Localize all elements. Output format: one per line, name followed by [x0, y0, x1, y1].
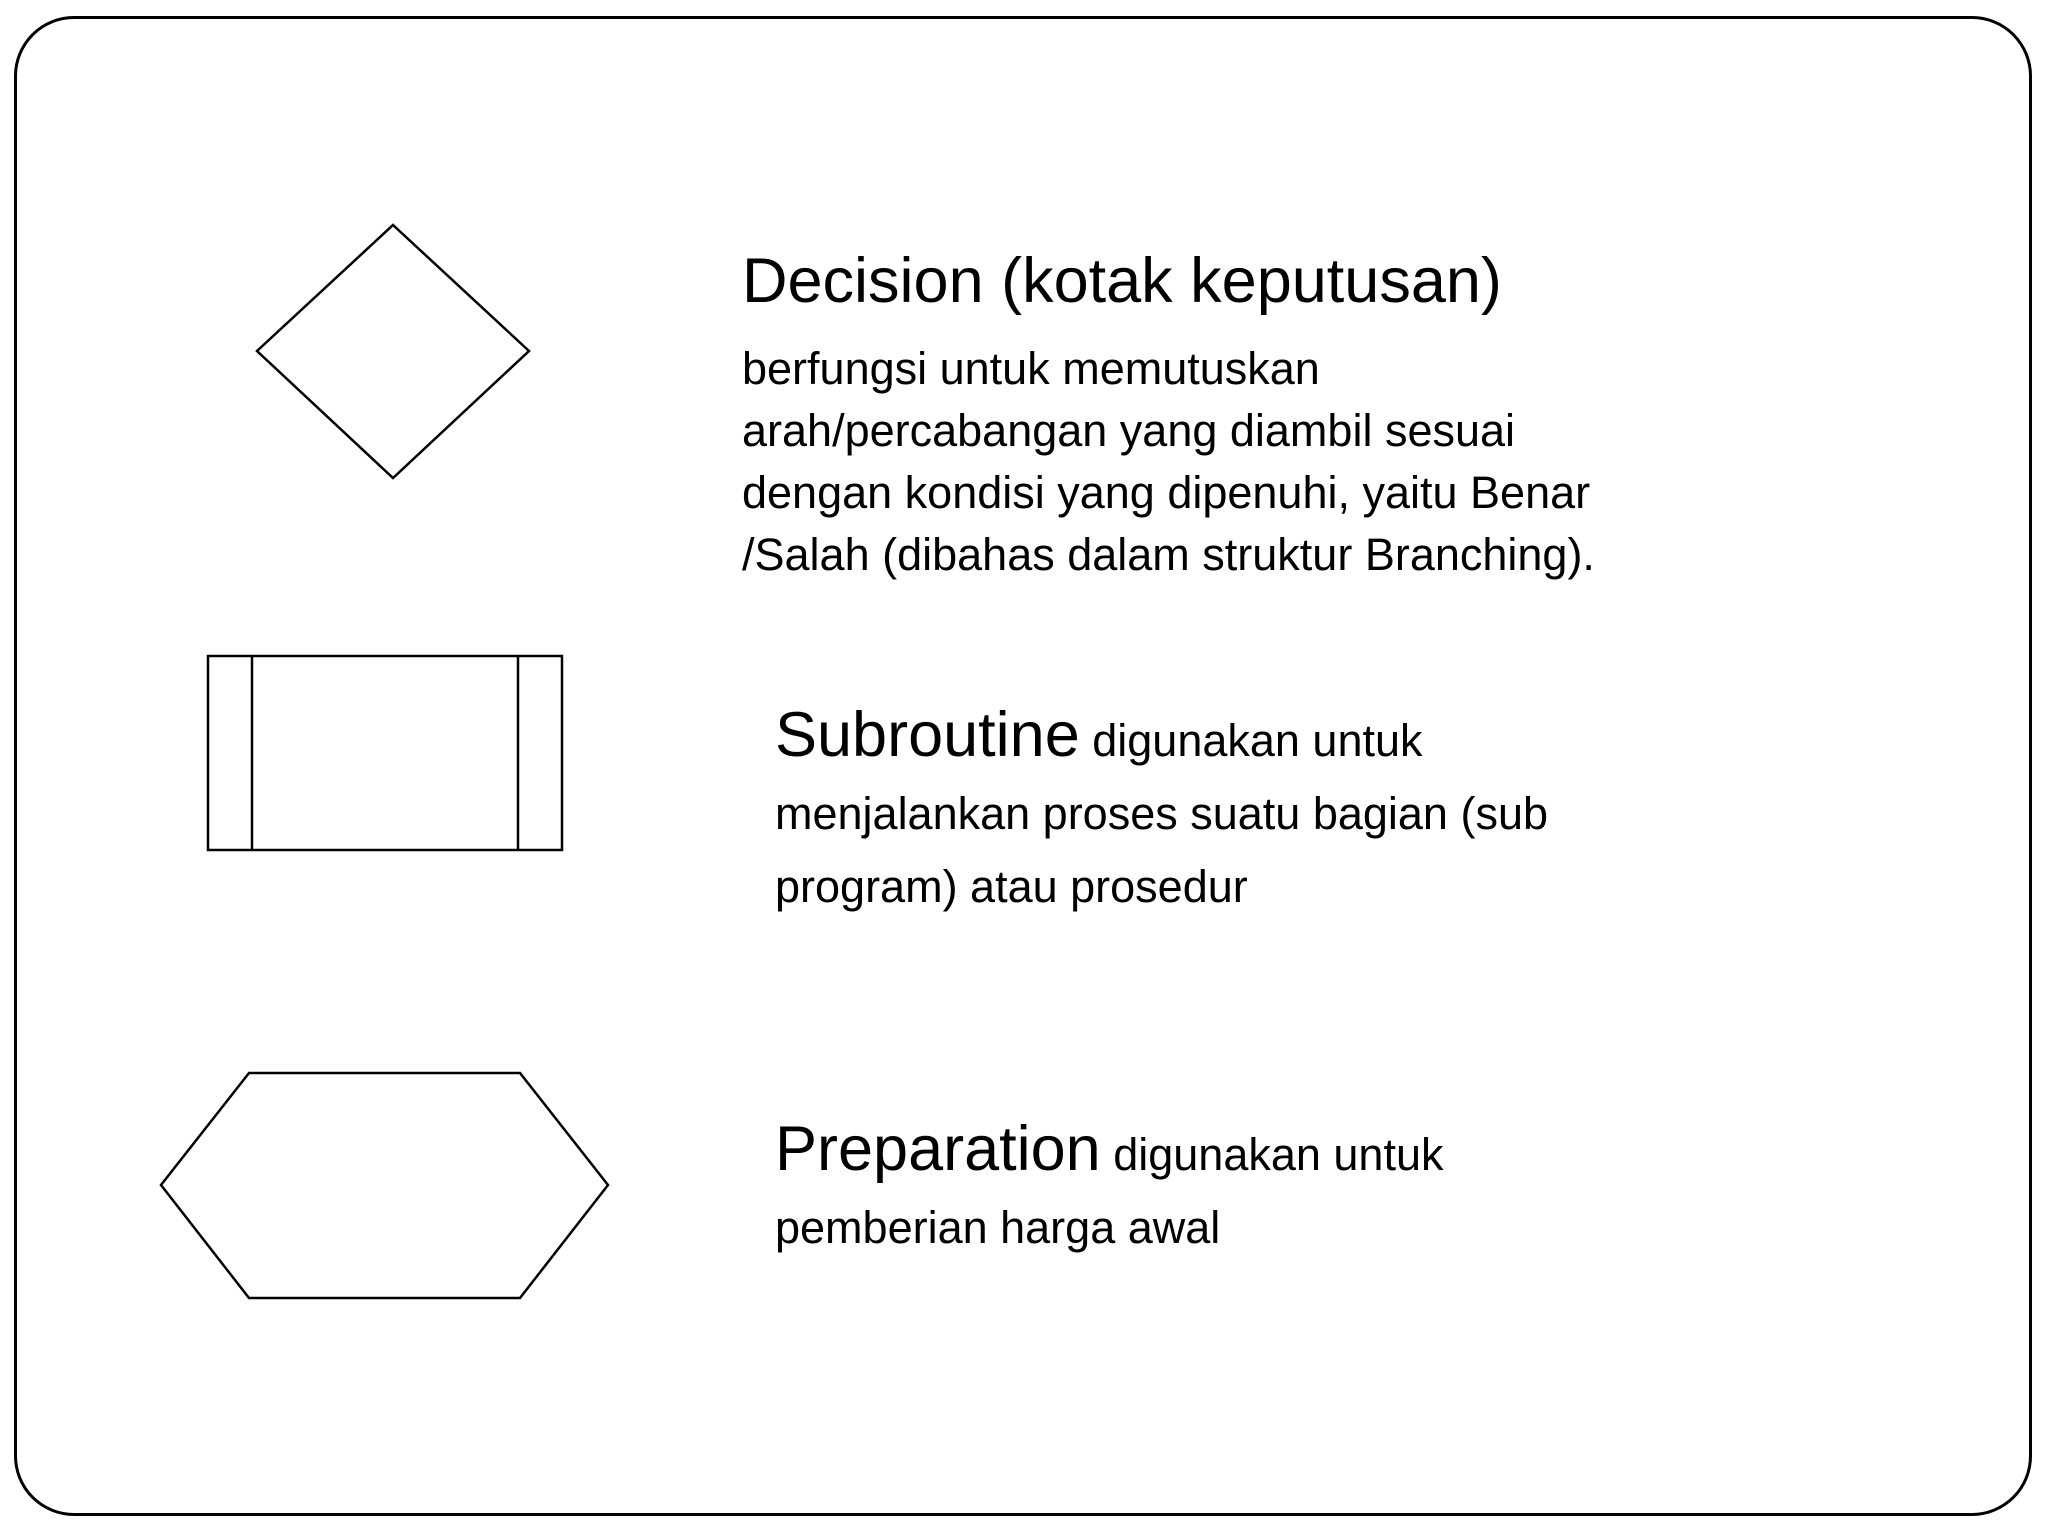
decision-title: Decision (kotak keputusan)	[742, 246, 1502, 316]
subroutine-title: Subroutine	[775, 700, 1080, 770]
preparation-title: Preparation	[775, 1114, 1101, 1184]
decision-diamond-icon	[254, 222, 534, 482]
decision-text	[742, 224, 1942, 604]
subroutine-rectangle-icon	[206, 654, 564, 852]
subroutine-description: digunakan untuk menjalankan proses suatu bagian (sub program) atau prosedur	[775, 715, 1548, 912]
subroutine-text	[775, 700, 1975, 929]
preparation-hexagon-icon	[158, 1070, 612, 1302]
preparation-description: digunakan untuk pemberian harga awal	[775, 1129, 1444, 1253]
decision-description: berfungsi untuk memutuskan arah/percabangan yang diambil sesuai dengan kondisi yang dipenuhi, yaitu Benar /Salah (dibahas dalam struktur Branching).	[742, 343, 1595, 580]
preparation-text	[775, 1114, 1975, 1270]
